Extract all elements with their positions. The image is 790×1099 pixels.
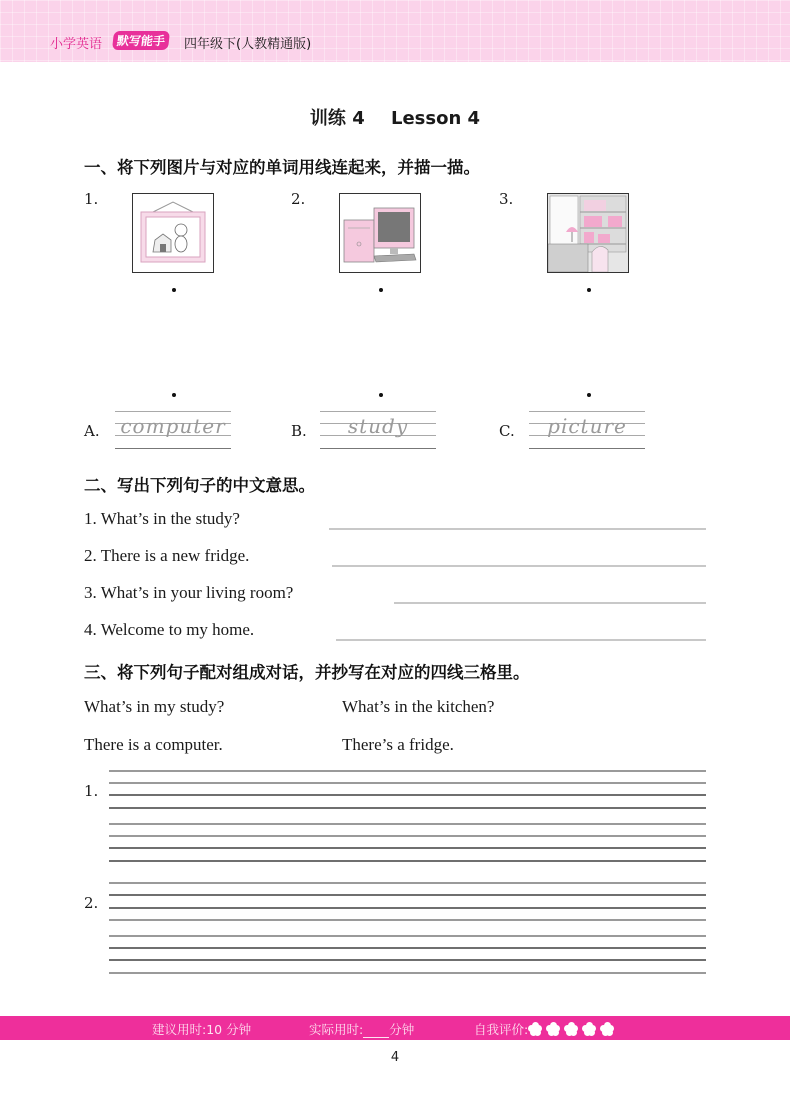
rating-flowers[interactable] xyxy=(528,1022,618,1037)
word-letter: B. xyxy=(291,422,307,440)
series-title: 小学英语 xyxy=(50,37,103,52)
answer-number: 2. xyxy=(84,894,99,912)
item-text: Welcome to my home. xyxy=(100,620,255,639)
trace-word-text: computer xyxy=(120,414,226,438)
flower-icon[interactable] xyxy=(528,1022,542,1036)
suggested-time: 建议用时:10 分钟 xyxy=(152,1022,252,1037)
match-dot[interactable] xyxy=(172,393,176,397)
lesson-label: Lesson 4 xyxy=(391,108,481,129)
answer-line[interactable] xyxy=(394,602,706,604)
match-dot[interactable] xyxy=(379,393,383,397)
dialogue-sentence: There’s a fridge. xyxy=(342,735,454,754)
actual-time xyxy=(309,1020,414,1038)
item-number: 1. xyxy=(84,509,97,528)
study-room-icon xyxy=(547,193,629,273)
item-text: There is a new fridge. xyxy=(100,546,250,565)
trace-word-text: study xyxy=(347,414,409,438)
sentence-item xyxy=(84,546,249,566)
unit-label: 训练 4 xyxy=(309,108,365,129)
item-text: What’s in the study? xyxy=(100,509,240,528)
actual-time-label: 实际用时: xyxy=(309,1022,364,1037)
trace-word-study[interactable] xyxy=(320,411,436,449)
self-eval-label: 自我评价: xyxy=(474,1022,529,1037)
series-logo: 默写能手 xyxy=(112,31,170,50)
dialogue-sentence: What’s in my study? xyxy=(84,697,225,716)
word-letter: C. xyxy=(499,422,515,440)
sentence-item xyxy=(84,509,240,529)
picture-number: 1. xyxy=(84,190,99,208)
picture-number: 3. xyxy=(499,190,514,208)
flower-icon[interactable] xyxy=(600,1022,614,1036)
section1-heading: 一、将下列图片与对应的单词用线连起来，并描一描。 xyxy=(84,158,480,177)
answer-line[interactable] xyxy=(332,565,706,567)
page-number: 4 xyxy=(390,1050,400,1065)
match-dot[interactable] xyxy=(379,288,383,292)
picture-number: 2. xyxy=(291,190,306,208)
section2-heading: 二、写出下列句子的中文意思。 xyxy=(84,476,315,495)
item-number: 3. xyxy=(84,583,97,602)
page-title xyxy=(0,104,790,130)
actual-time-blank[interactable] xyxy=(363,1025,389,1038)
trace-word-picture[interactable] xyxy=(529,411,645,449)
flower-icon[interactable] xyxy=(546,1022,560,1036)
writing-grid-2[interactable] xyxy=(109,882,706,977)
word-letter: A. xyxy=(84,422,100,440)
framed-dog-picture-icon xyxy=(132,193,214,273)
trace-word-text: picture xyxy=(547,414,627,438)
item-text: What’s in your living room? xyxy=(100,583,294,602)
section3-heading: 三、将下列句子配对组成对话，并抄写在对应的四线三格里。 xyxy=(84,663,530,682)
sentence-item xyxy=(84,583,293,603)
grade-edition: 四年级下(人教精通版) xyxy=(184,37,312,52)
desktop-computer-icon xyxy=(339,193,421,273)
footer-band xyxy=(0,1016,790,1040)
actual-time-unit: 分钟 xyxy=(389,1022,415,1037)
writing-grid-1[interactable] xyxy=(109,770,706,865)
trace-word-computer[interactable] xyxy=(115,411,231,449)
item-number: 2. xyxy=(84,546,97,565)
match-dot[interactable] xyxy=(587,288,591,292)
dialogue-sentence: There is a computer. xyxy=(84,735,223,754)
answer-line[interactable] xyxy=(329,528,706,530)
match-dot[interactable] xyxy=(172,288,176,292)
match-dot[interactable] xyxy=(587,393,591,397)
answer-number: 1. xyxy=(84,782,99,800)
dialogue-sentence: What’s in the kitchen? xyxy=(342,697,495,716)
self-evaluation xyxy=(474,1020,618,1038)
answer-line[interactable] xyxy=(336,639,706,641)
flower-icon[interactable] xyxy=(564,1022,578,1036)
sentence-item xyxy=(84,620,254,640)
item-number: 4. xyxy=(84,620,97,639)
flower-icon[interactable] xyxy=(582,1022,596,1036)
